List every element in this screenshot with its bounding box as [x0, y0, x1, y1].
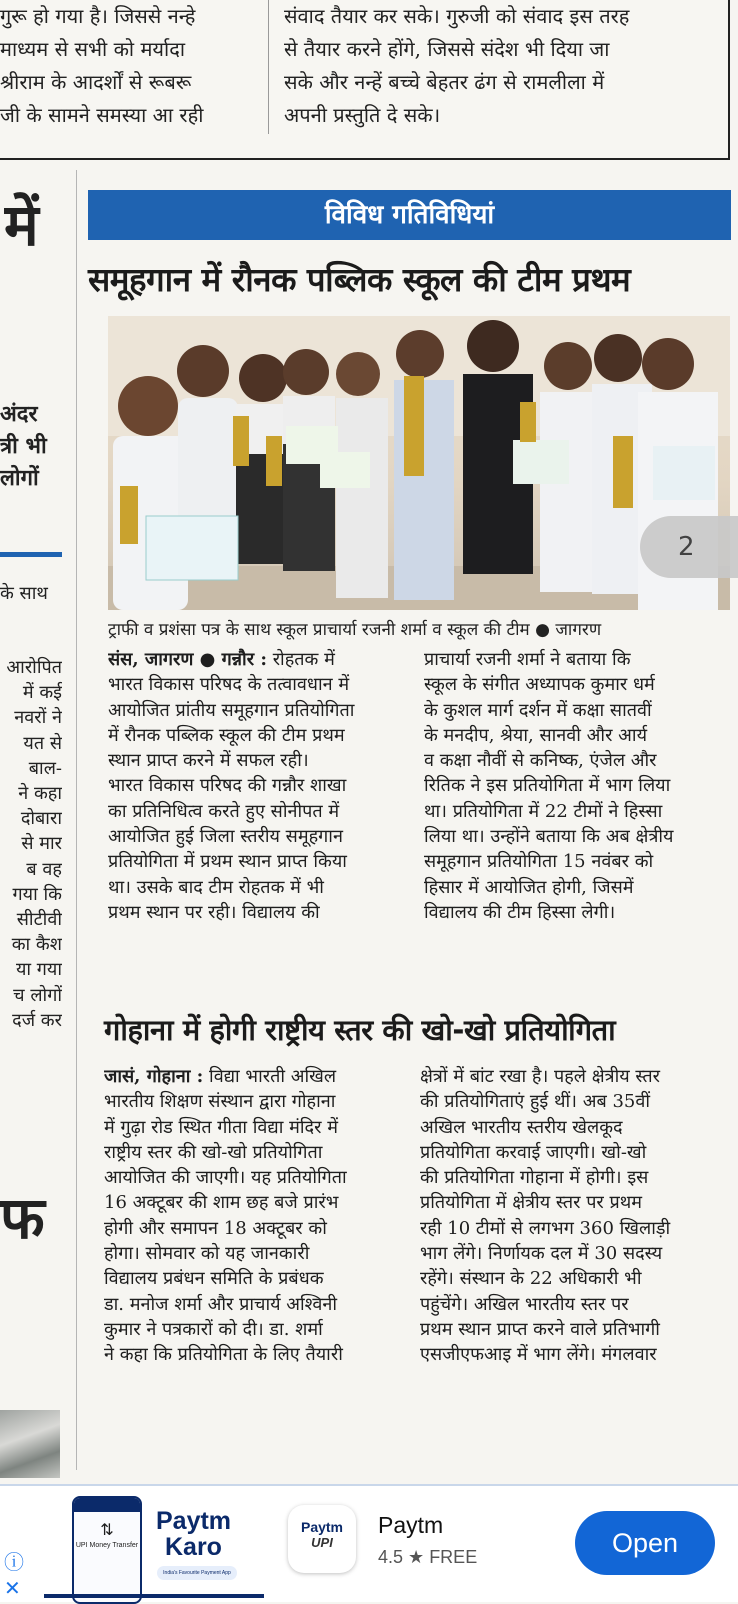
- transfer-icon: ⇅: [100, 1520, 114, 1539]
- story-dateline: संस, जागरण ● गन्नौर :: [108, 649, 267, 670]
- paytm-app-icon[interactable]: [288, 1505, 356, 1573]
- story-photo[interactable]: [108, 316, 730, 610]
- app-icon-brand: Paytm: [300, 1519, 344, 1535]
- app-meta: [378, 1545, 548, 1569]
- ad-close-icon[interactable]: ✕: [4, 1576, 21, 1600]
- adjacent-headline-fragment: में: [4, 191, 39, 259]
- page-indicator-badge[interactable]: 2: [640, 516, 738, 578]
- app-rating: 4.5 ★: [378, 1547, 425, 1567]
- column-divider: [268, 0, 269, 134]
- app-icon-upi: UPI: [311, 1535, 333, 1550]
- story-headline[interactable]: समूहगान में रौनक पब्लिक स्कूल की टीम प्रथम: [88, 260, 631, 299]
- previous-story-left-column: गुरू हो गया है। जिससे नन्हे माध्यम से सभी को मर्यादा श्रीराम के आदर्शों से रूबरू जी के सामने समस्या आ रही: [0, 4, 204, 127]
- adjacent-photo-fragment: [0, 1410, 60, 1478]
- group-photo-illustration: [108, 316, 730, 610]
- ad-phone-label: UPI Money Transfer: [75, 1542, 139, 1549]
- ad-info-icon[interactable]: ⓘ: [4, 1550, 24, 1574]
- story-body-column: [104, 1064, 404, 1484]
- adjacent-text-fragment: अंदर त्री भी लोगों: [0, 401, 47, 491]
- story-body-column: प्राचार्या रजनी शर्मा ने बताया कि स्कूल के संगीत अध्यापक कुमार धर्म के कुशल मार्ग दर्शन में कक्षा सातवीं के मनदीप, श्रेया, सानवी और आर्य व कक्षा नौवीं से कनिष्क, एंजेल और रितिक ने इस प्रतियोगिता में भाग लिया था। प्रतियोगिता में 22 टीमों ने हिस्सा लिया था। उन्होंने बताया कि अब क्षेत्रीय समूहगान प्रतियोगिता 15 नवंबर को हिसार में आयोजित होगी, जिसमें विद्यालय की टीम हिस्सा लेगी।: [424, 649, 674, 923]
- open-app-button[interactable]: Open: [575, 1511, 715, 1575]
- story-dateline: जासं, गोहाना :: [104, 1066, 204, 1087]
- story-text: विद्या भारती अखिल भारतीय शिक्षण संस्थान द्वारा गोहाना में गुढ़ा रोड स्थित गीता विद्या मंदिर में राष्ट्रीय स्तर की खो-खो प्रतियोगिता आयोजित की जाएगी। यह प्रतियोगिता 16 अक्टूबर की शाम छह बजे प्रारंभ होगी और समापन 18 अक्टूबर को होगा। सोमवार को यह जानकारी विद्यालय प्रबंधन समिति के प्रबंधक डा. मनोज शर्मा और प्राचार्य अश्विनी कुमार ने पत्रकारों को दी। डा. शर्मा ने कहा कि प्रतियोगिता के लिए तैयारी: [104, 1066, 347, 1366]
- previous-story-right-column: संवाद तैयार कर सके। गुरुजी को संवाद इस तरह से तैयार करने होंगे, जिससे संदेश भी दिया जा सके और नन्हें बच्चे बेहतर ढंग से रामलीला में अपनी प्रस्तुति दे सके।: [284, 4, 630, 127]
- photo-caption: ट्राफी व प्रशंसा पत्र के साथ स्कूल प्राचार्या रजनी शर्मा व स्कूल की टीम ● जागरण: [108, 620, 602, 640]
- adjacent-text-fragment: आरोपित में कई नवरों ने यत से बाल- ने कहा दोबारा से मार ब वह गया कि सीटीवी का कैश या गया च लोगों दर्ज कर: [6, 657, 62, 1031]
- app-name[interactable]: Paytm: [378, 1512, 444, 1538]
- ad-tagline: India's Favourite Payment App: [157, 1566, 237, 1580]
- adjacent-text-fragment: के साथ: [0, 583, 48, 604]
- story-headline[interactable]: गोहाना में होगी राष्ट्रीय स्तर की खो-खो प्रतियोगिता: [104, 1013, 616, 1047]
- ad-brand-line1: Paytm: [156, 1507, 232, 1535]
- story-body-column: [108, 647, 408, 992]
- ad-brand-line2: Karo: [165, 1533, 222, 1561]
- ad-phone-graphic: [72, 1496, 142, 1604]
- section-label: विविध गतिविधियां: [88, 190, 731, 240]
- story-body-column: क्षेत्रों में बांट रखा है। पहले क्षेत्रीय स्तर की प्रतियोगिताएं हुई थीं। अब 35वीं अखिल भारतीय स्तरीय खेलकूद प्रतियोगिता करवाई जाएगी। खो-खो की प्रतियोगिता गोहाना में होगी। इस प्रतियोगिता में क्षेत्रीय स्तर पर प्रथम रही 10 टीमों से लगभग 360 खिलाड़ी भाग लेंगे। निर्णायक दल में 30 सदस्य रहेंगे। संस्थान के 22 अधिकारी भी पहुंचेंगे। अखिल भारतीय स्तर पर प्रथम स्थान प्राप्त करने वाले प्रतिभागी एसजीएफआइ में भाग लेंगे। मंगलवार: [420, 1066, 671, 1366]
- ad-progress-bar: [44, 1594, 264, 1598]
- adjacent-headline-fragment: फ: [0, 1184, 45, 1252]
- app-price: FREE: [429, 1547, 478, 1567]
- column-divider: [76, 170, 77, 1470]
- adjacent-blue-rule: [0, 552, 62, 557]
- story-text: रोहतक में भारत विकास परिषद के तत्वावधान में आयोजित प्रांतीय समूहगान प्रतियोगिता में रौनक पब्लिक स्कूल की टीम प्रथम स्थान प्राप्त करने में सफल रही। भारत विकास परिषद की गन्नौर शाखा का प्रतिनिधित्व करते हुए सोनीपत में आयोजित हुई जिला स्तरीय समूहगान प्रतियोगिता में प्रथम स्थान प्राप्त किया था। उसके बाद टीम रोहतक में भी प्रथम स्थान पर रही। विद्यालय की: [108, 649, 355, 923]
